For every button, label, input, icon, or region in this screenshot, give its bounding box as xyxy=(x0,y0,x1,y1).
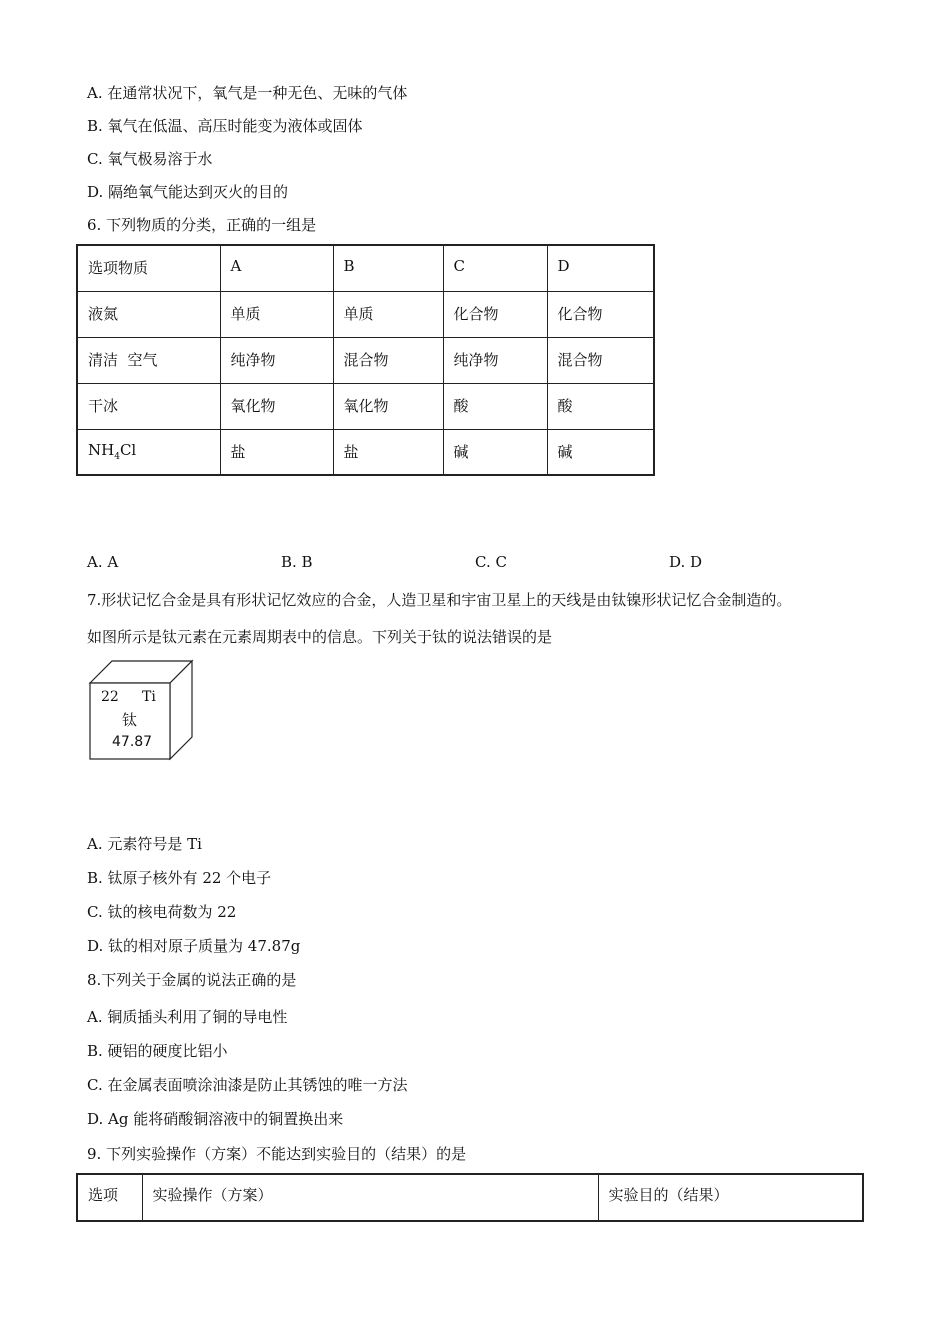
element-symbol: Ti xyxy=(142,689,156,705)
q6-choice-c: C. C xyxy=(475,553,507,571)
formula-main: NH xyxy=(88,440,115,459)
titanium-element-cell xyxy=(86,657,198,767)
table-header-cell: 选项物质 xyxy=(77,245,220,291)
element-atomic-mass: 47.87 xyxy=(112,734,153,750)
table-cell: 酸 xyxy=(547,383,654,429)
q8-stem: 8.下列关于金属的说法正确的是 xyxy=(87,971,297,989)
table-cell: 氧化物 xyxy=(333,383,443,429)
q5-option-d: D. 隔绝氧气能达到灭火的目的 xyxy=(87,183,289,201)
q8-option-c: C. 在金属表面喷涂油漆是防止其锈蚀的唯一方法 xyxy=(87,1076,408,1094)
q6-classification-table xyxy=(76,244,655,476)
table-cell: 化合物 xyxy=(443,291,547,337)
table-cell: 氧化物 xyxy=(220,383,333,429)
table-cell: 碱 xyxy=(547,429,654,475)
table-cell: 盐 xyxy=(333,429,443,475)
q6-stem: 6. 下列物质的分类，正确的一组是 xyxy=(87,216,317,234)
table-cell: 酸 xyxy=(443,383,547,429)
q5-option-c: C. 氧气极易溶于水 xyxy=(87,150,213,168)
q6-choices xyxy=(87,553,787,573)
table-row xyxy=(77,383,654,429)
table-row xyxy=(77,337,654,383)
table-cell: 干冰 xyxy=(77,383,220,429)
formula-tail: Cl xyxy=(119,440,137,459)
q8-option-a: A. 铜质插头利用了铜的导电性 xyxy=(87,1008,288,1026)
q7-option-d: D. 钛的相对原子质量为 47.87g xyxy=(87,937,301,955)
table-header-cell: 实验目的（结果） xyxy=(598,1174,863,1221)
table-cell: 化合物 xyxy=(547,291,654,337)
table-header-cell: B xyxy=(333,245,443,291)
q5-option-b: B. 氧气在低温、高压时能变为液体或固体 xyxy=(87,117,363,135)
element-atomic-number: 22 xyxy=(101,689,119,705)
table-header-cell: 实验操作（方案） xyxy=(142,1174,598,1221)
table-header-cell: A xyxy=(220,245,333,291)
table-cell: 单质 xyxy=(220,291,333,337)
table-header-cell: D xyxy=(547,245,654,291)
table-cell-formula xyxy=(77,429,220,475)
q7-stem-line2: 如图所示是钛元素在元素周期表中的信息。下列关于钛的说法错误的是 xyxy=(87,628,553,646)
q8-option-d: D. Ag 能将硝酸铜溶液中的铜置换出来 xyxy=(87,1110,344,1128)
table-cell: 混合物 xyxy=(333,337,443,383)
q5-option-a: A. 在通常状况下，氧气是一种无色、无味的气体 xyxy=(87,84,408,102)
q6-choice-d: D. D xyxy=(669,553,703,571)
table-cell: 纯净物 xyxy=(220,337,333,383)
table-cell: 清洁 空气 xyxy=(77,337,220,383)
q9-stem: 9. 下列实验操作（方案）不能达到实验目的（结果）的是 xyxy=(87,1145,467,1163)
table-row xyxy=(77,429,654,475)
q7-option-b: B. 钛原子核外有 22 个电子 xyxy=(87,869,272,887)
table-cell: 纯净物 xyxy=(443,337,547,383)
table-header-cell: 选项 xyxy=(77,1174,142,1221)
table-header-cell: C xyxy=(443,245,547,291)
q7-stem-line1: 7.形状记忆合金是具有形状记忆效应的合金，人造卫星和宇宙卫星上的天线是由钛镍形状记忆合金制造的。 xyxy=(87,591,792,609)
table-cell: 碱 xyxy=(443,429,547,475)
formula-subscript: 4 xyxy=(114,451,120,462)
table-cell: 盐 xyxy=(220,429,333,475)
table-row xyxy=(77,1174,863,1221)
q9-experiment-table xyxy=(76,1173,864,1222)
element-name: 钛 xyxy=(122,711,138,729)
table-cell: 混合物 xyxy=(547,337,654,383)
table-cell: 单质 xyxy=(333,291,443,337)
table-row xyxy=(77,291,654,337)
table-row xyxy=(77,245,654,291)
q7-option-a: A. 元素符号是 Ti xyxy=(87,835,202,853)
q7-option-c: C. 钛的核电荷数为 22 xyxy=(87,903,237,921)
q6-choice-a: A. A xyxy=(87,553,119,571)
q6-choice-b: B. B xyxy=(281,553,313,571)
q8-option-b: B. 硬铝的硬度比铝小 xyxy=(87,1042,228,1060)
table-cell: 液氮 xyxy=(77,291,220,337)
